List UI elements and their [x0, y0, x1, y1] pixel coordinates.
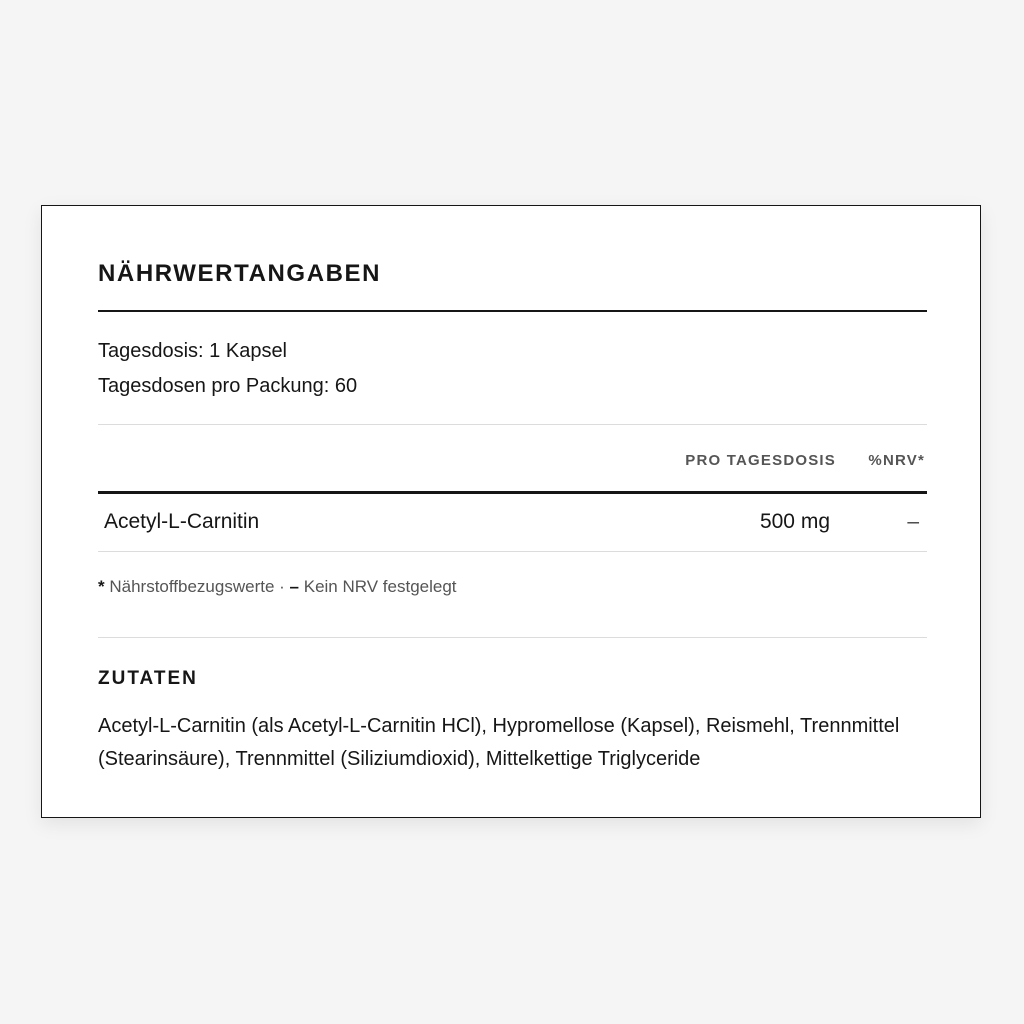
ingredients-title: ZUTATEN [98, 668, 198, 689]
section-divider [98, 637, 927, 638]
nutrient-nrv: – [907, 510, 919, 533]
footnote-star-text: Nährstoffbezugswerte · [109, 577, 285, 596]
column-header-nrv: %NRV* [868, 452, 925, 469]
serving-size: Tagesdosis: 1 Kapsel [98, 340, 288, 362]
footnote-dash: – [289, 577, 299, 596]
nutrient-name: Acetyl-L-Carnitin [104, 510, 260, 533]
serving-divider [98, 424, 927, 425]
footnote-star: * [98, 577, 105, 596]
nutrition-card [41, 205, 981, 818]
table-header-divider [98, 491, 927, 494]
column-header-per-dose: PRO TAGESDOSIS [685, 452, 836, 469]
title-divider [98, 310, 927, 312]
footnote-dash-text: Kein NRV festgelegt [303, 577, 457, 596]
ingredients-text: Acetyl-L-Carnitin (als Acetyl-L-Carnitin HCl), Hypromellose (Kapsel), Reismehl, Trennmittel (Stearinsäure), Trennmittel (Siliziumdioxid), Mittelkettige Triglyceride [98, 715, 900, 770]
nutrient-amount: 500 mg [759, 510, 830, 533]
nutrition-title: NÄHRWERTANGABEN [98, 260, 382, 287]
servings-per-pack: Tagesdosen pro Packung: 60 [98, 375, 358, 397]
footnote [98, 577, 457, 597]
row-divider [98, 551, 927, 552]
